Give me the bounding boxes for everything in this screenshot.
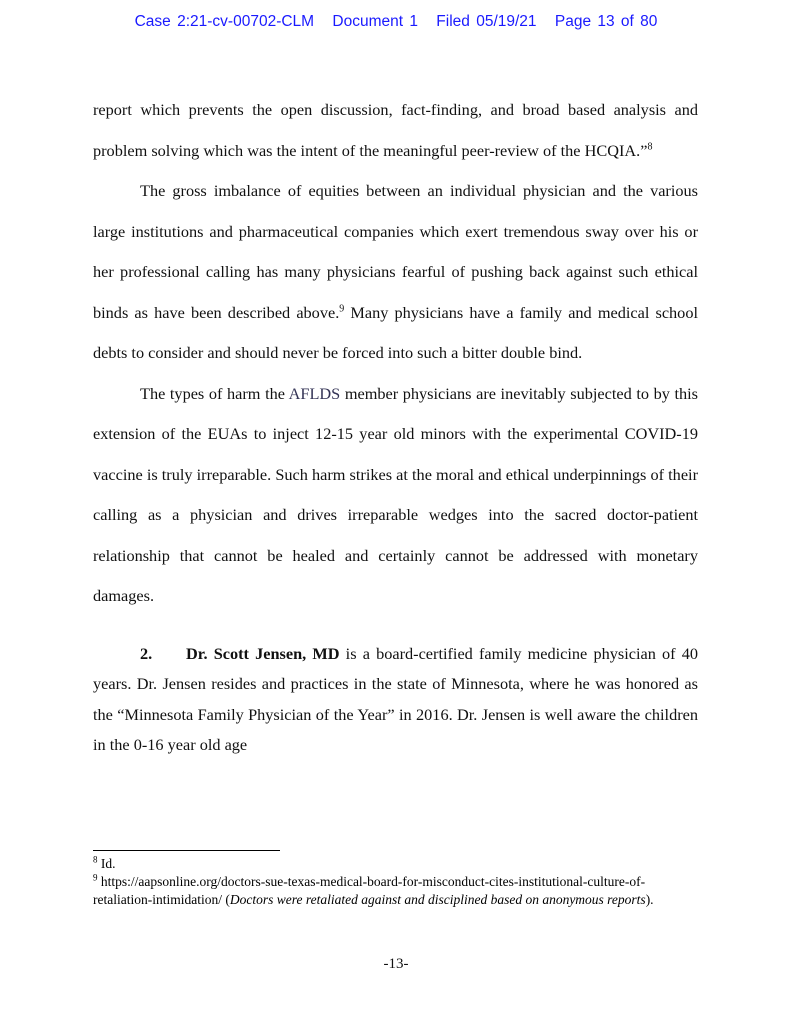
page-of-total: Page 13 of 80 — [554, 13, 658, 30]
document-body — [93, 90, 698, 777]
page-number: -13- — [383, 956, 409, 972]
document-number: Document 1 — [332, 13, 418, 30]
paragraph-2 — [93, 171, 698, 374]
footnote-9-paren-open: ( — [221, 892, 230, 907]
paragraph-2-text-a: The gross imbalance of equities between an individual physician and the various large institutions and pharmaceutical companies which exert tremendous sway over his or her professional calling has many physicians fearful of pushing back against such ethical binds as have been described above. — [93, 181, 698, 322]
footnote-ref-9[interactable]: 9 — [339, 303, 345, 315]
aflds-link[interactable]: AFLDS — [288, 383, 341, 403]
footnotes — [93, 855, 698, 909]
footnote-8-text: Id. — [97, 856, 116, 871]
footnote-ref-8[interactable]: 8 — [647, 141, 653, 153]
footnote-9-number: 9 — [93, 872, 98, 883]
footnote-9 — [93, 873, 698, 909]
case-number: Case 2:21-cv-00702-CLM — [134, 13, 315, 30]
paragraph-1-text: report which prevents the open discussion, fact-finding, and broad based analysis and problem solving which was the intent of the meaningful peer-review of the HCQIA.” — [93, 100, 698, 160]
section-name: Dr. Scott Jensen, MD — [186, 643, 340, 663]
footnote-divider — [93, 850, 280, 851]
section-2 — [93, 639, 698, 761]
paragraph-1 — [93, 90, 698, 171]
footnote-9-italic: Doctors were retaliated against and disciplined based on anonymous reports — [229, 892, 646, 907]
filed-date: Filed 05/19/21 — [436, 13, 537, 30]
section-2-text: is a board-certified family medicine physician of 40 years. Dr. Jensen resides and practices in the state of Minnesota, where he was honored as the “Minnesota Family Physician of the Year” in 2016. Dr. Jensen is well aware the children in the 0-16 year old age — [93, 643, 698, 754]
paragraph-2-text-b: Many physicians have a family and medical school debts to consider and should never be forced into such a bitter double bind. — [93, 302, 698, 362]
paragraph-3-text-a: The types of harm the — [140, 383, 289, 403]
case-header — [0, 13, 792, 31]
paragraph-3-text-b: member physicians are inevitably subjected to by this extension of the EUAs to inject 12-15 year old minors with the experimental COVID-19 vaccine is truly irreparable. Such harm strikes at the moral and ethical underpinnings of their calling as a physician and drives irreparable wedges into the sacred doctor-patient relationship that cannot be healed and certainly cannot be addressed with monetary damages. — [93, 383, 698, 605]
footnote-8 — [93, 855, 698, 873]
footnote-8-number: 8 — [93, 854, 98, 865]
footnote-9-paren-close: ). — [645, 892, 654, 907]
paragraph-3 — [93, 374, 698, 617]
section-number: 2. — [140, 643, 153, 663]
footnote-9-url[interactable]: https://aapsonline.org/doctors-sue-texas-medical-board-for-misconduct-cites-institutional-culture-of-retaliation-intimidation/ — [93, 874, 646, 907]
